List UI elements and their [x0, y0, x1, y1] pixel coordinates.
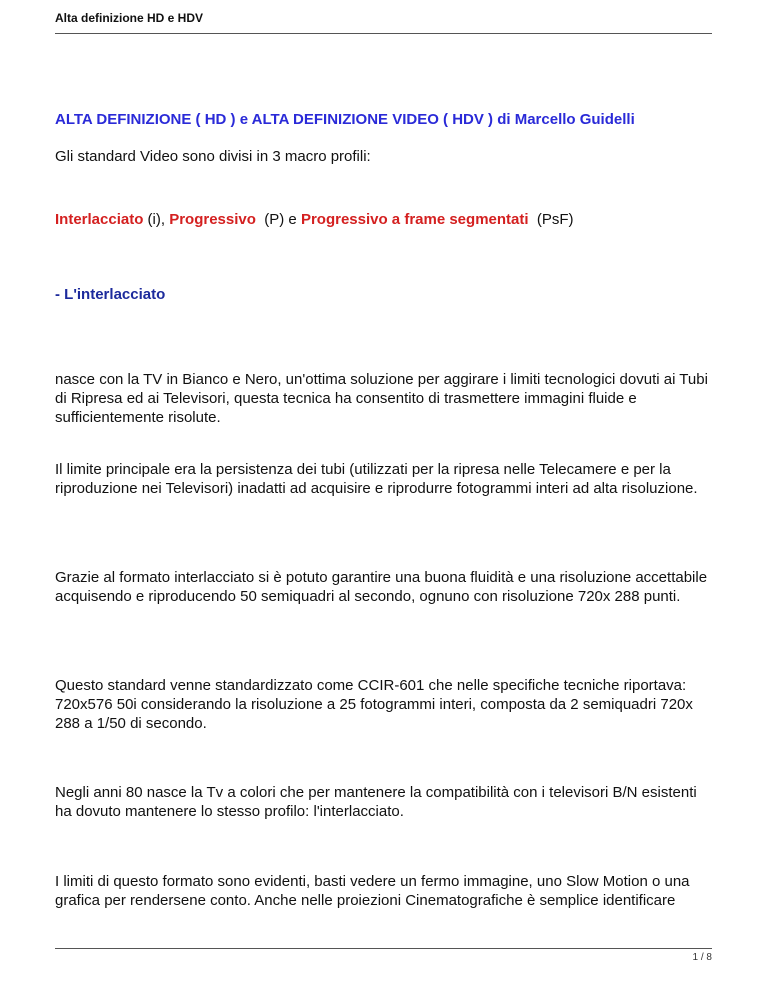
profiles-line [55, 210, 715, 229]
profile-interlaced-abbr: (i), [143, 211, 170, 228]
profile-progressive-abbr: (P) e [255, 211, 301, 228]
running-header: Alta definizione HD e HDV [55, 11, 204, 25]
paragraph: Questo standard venne standardizzato come CCIR-601 che nelle specifiche tecniche riportava: 720x576 50i considerando la risoluzione a 25 fotogrammi interi, composta da 2 semiquadri 720x 288 a 1/50 di secondo. [55, 677, 693, 732]
paragraph: I limiti di questo formato sono evidenti, basti vedere un fermo immagine, uno Slow Motion o una grafica per rendersene conto. Anche nelle proiezioni Cinematografiche è semplice identificare [55, 873, 690, 909]
page-number: 1 / 8 [692, 952, 712, 963]
paragraph: Il limite principale era la persistenza dei tubi (utilizzati per la ripresa nelle Telecamere e per la riproduzione nei Televisori) inadatti ad acquisire e riprodurre fotogrammi interi ad alta risoluzione. [55, 461, 698, 497]
profile-psf: Progressivo a frame segmentati [300, 211, 529, 228]
header-divider [55, 33, 712, 34]
paragraph: nasce con la TV in Bianco e Nero, un'ottima soluzione per aggirare i limiti tecnologici dovuti ai Tubi di Ripresa ed ai Televisori, questa tecnica ha consentito di trasmettere immagini fluide e sufficientemente risolute. [55, 371, 708, 426]
section-heading: - L'interlacciato [55, 286, 166, 303]
profile-progressive: Progressivo [169, 211, 256, 228]
intro-paragraph: Gli standard Video sono divisi in 3 macro profili: [55, 148, 371, 165]
paragraph: Negli anni 80 nasce la Tv a colori che per mantenere la compatibilità con i televisori B/N esistenti ha dovuto mantenere lo stesso profilo: l'interlacciato. [55, 784, 697, 820]
profile-psf-abbr: (PsF) [528, 211, 574, 228]
paragraph: Grazie al formato interlacciato si è potuto garantire una buona fluidità e una risoluzione accettabile acquisendo e riproducendo 50 semiquadri al secondo, ognuno con risoluzione 720x 288 punti. [55, 569, 708, 605]
profile-interlaced: Interlacciato [55, 211, 144, 228]
footer-divider [55, 948, 712, 949]
document-title: ALTA DEFINIZIONE ( HD ) e ALTA DEFINIZIONE VIDEO ( HDV ) di Marcello Guidelli [55, 111, 635, 128]
